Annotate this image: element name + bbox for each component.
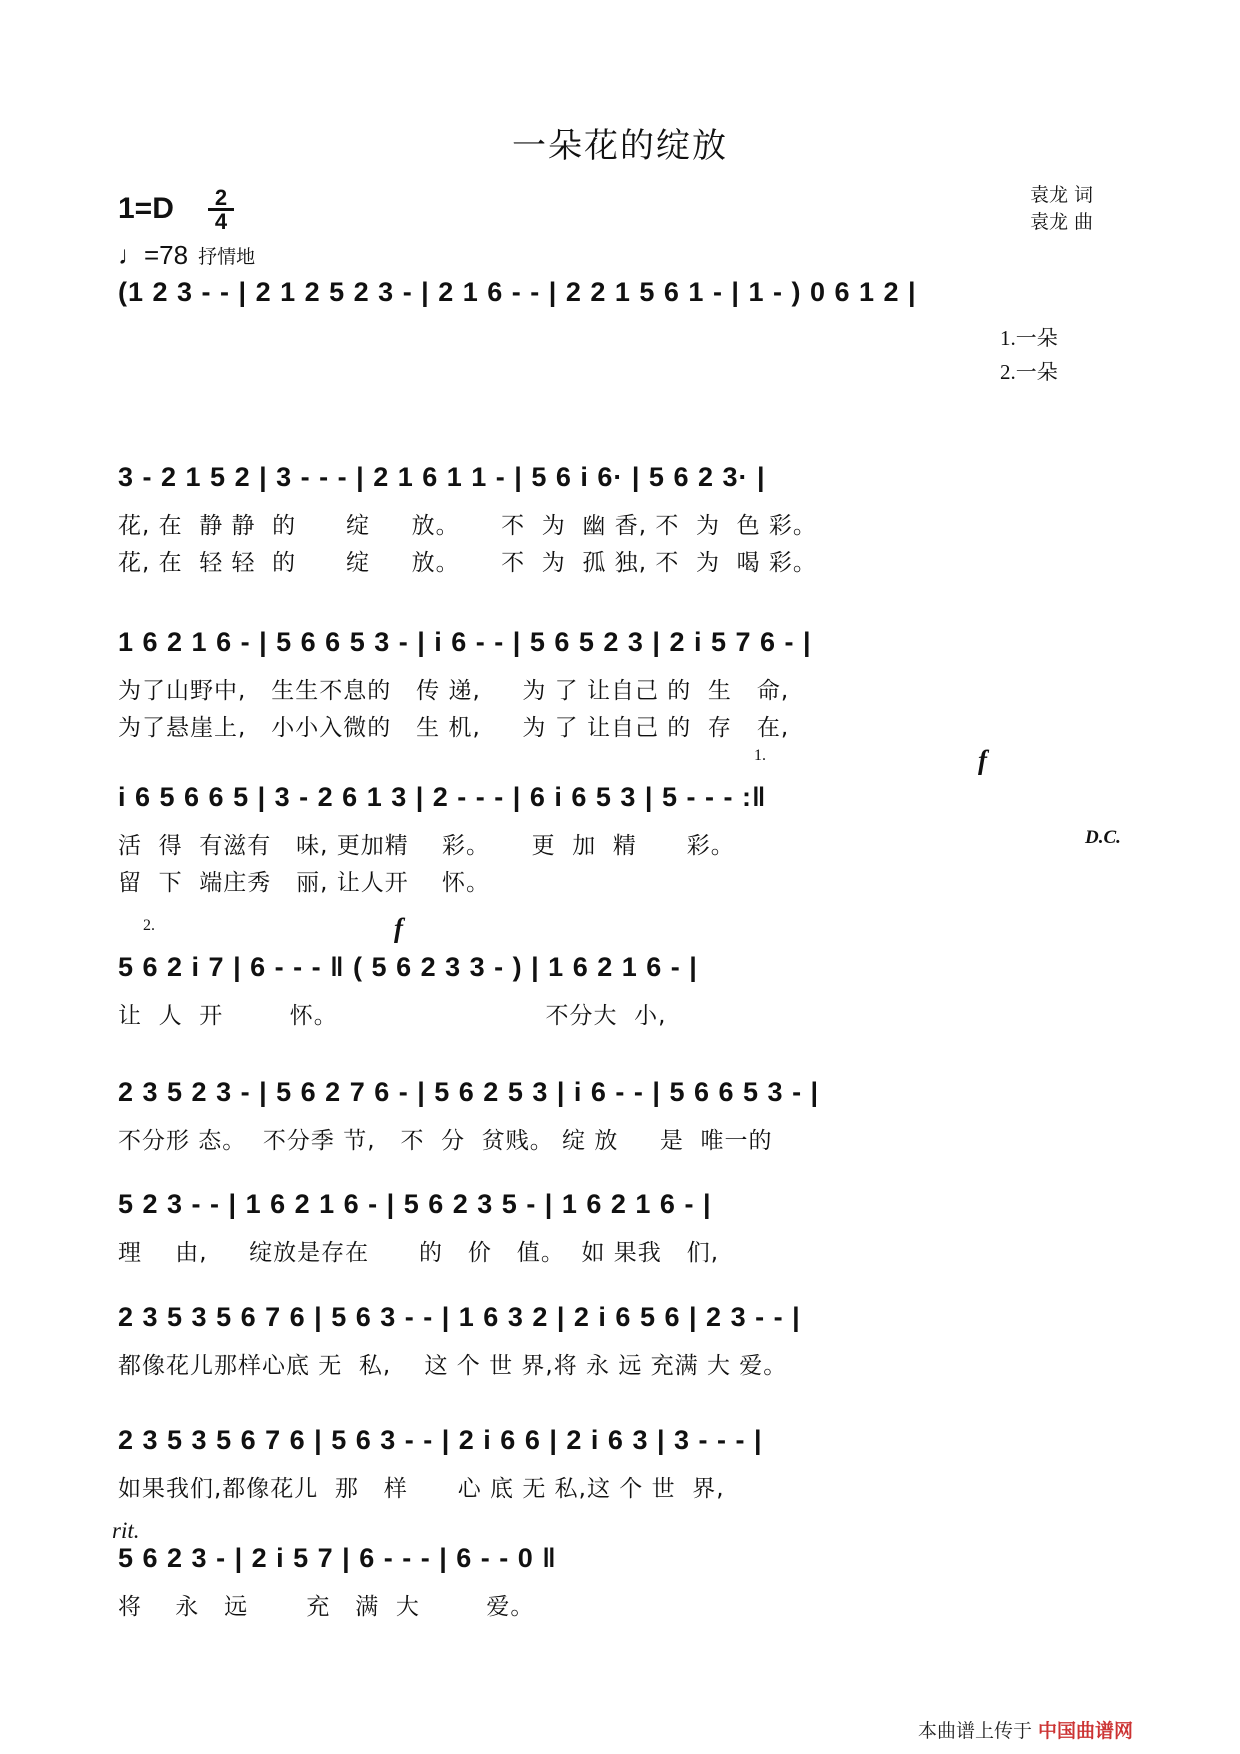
credits: [1030, 182, 1093, 236]
page-title: 一朵花的绽放: [512, 126, 728, 166]
expression-text: 抒情地: [198, 246, 256, 268]
notation-row: 1 6 2 1 6 - | 5 6 6 5 3 - | i 6 - - | 5 6 5 2 3 | 2 i 5 7 6 - |: [118, 627, 812, 657]
staff-line-5: [0, 913, 1240, 1055]
tempo-value: =78: [144, 240, 189, 270]
lyric-verse-1: 为了山野中, 生生不息的 传 递, 为 了 让自己 的 生 命,: [118, 678, 790, 704]
notation-row: 2 3 5 3 5 6 7 6 | 5 6 3 - - | 2 i 6 6 | 2 i 6 3 | 3 - - - |: [118, 1425, 763, 1455]
staff-line-10: [0, 1518, 1240, 1646]
rit-mark: rit.: [112, 1518, 140, 1543]
volta-2: 2.: [143, 917, 155, 934]
footer-brand: 中国曲谱网: [1038, 1720, 1134, 1742]
notation-row: 2 3 5 2 3 - | 5 6 2 7 6 - | 5 6 2 5 3 | i 6 - - | 5 6 6 5 3 - |: [118, 1077, 820, 1107]
notation-row: 5 6 2 3 - | 2 i 5 7 | 6 - - - | 6 - - 0 ‖: [118, 1543, 557, 1573]
staff-line-8: [0, 1295, 1240, 1405]
lyric-verse-1: 如果我们,都像花儿 那 样 心 底 无 私,这 个 世 界,: [118, 1476, 725, 1502]
lyric-verse-1: 活 得 有滋有 味, 更加精 彩。 更 加 精 彩。: [118, 833, 735, 859]
lyric-verse-1: 不分形 态。 不分季 节, 不 分 贫贱。 绽 放 是 唯一的: [118, 1128, 773, 1154]
staff-line-9: [0, 1418, 1240, 1528]
footer-text: 本曲谱上传于: [918, 1720, 1033, 1742]
time-signature: [208, 185, 234, 234]
lyric-verse-1: 让 人 开 怀。 不分大 小,: [118, 1003, 667, 1029]
tempo-marking: [118, 240, 255, 271]
lyric-verse-2: 为了悬崖上, 小小入微的 生 机, 为 了 让自己 的 存 在,: [118, 715, 790, 741]
notation-row: 5 2 3 - - | 1 6 2 1 6 - | 5 6 2 3 5 - | 1 6 2 1 6 - |: [118, 1189, 712, 1219]
notation-row: 2 3 5 3 5 6 7 6 | 5 6 3 - - | 1 6 3 2 | 2 i 6 5 6 | 2 3 - - |: [118, 1302, 801, 1332]
staff-line-2: [0, 455, 1240, 576]
dc-mark: D.C.: [1085, 827, 1121, 848]
staff-line-3: [0, 620, 1240, 741]
notation-row: i 6 5 6 6 5 | 3 - 2 6 1 3 | 2 - - - | 6 i 6 5 3 | 5 - - - :‖: [118, 782, 767, 812]
staff-line-1: [0, 270, 1240, 384]
lyric-verse-2: 花, 在 轻 轻 的 绽 放。 不 为 孤 独, 不 为 喝 彩。: [118, 550, 817, 576]
notation-row: 5 6 2 i 7 | 6 - - - ‖ ( 5 6 2 3 3 - ) | 1 6 2 1 6 - |: [118, 952, 698, 982]
notation-row: 3 - 2 1 5 2 | 3 - - - | 2 1 6 1 1 - | 5 6 i 6· | 5 6 2 3· |: [118, 462, 766, 492]
verse-mark-1: 1.一朵: [1000, 326, 1058, 350]
dynamic-forte: f: [394, 913, 403, 943]
volta-1: 1.: [754, 747, 766, 764]
lyric-verse-1: 都像花儿那样心底 无 私, 这 个 世 界,将 永 远 充满 大 爱。: [118, 1353, 788, 1379]
staff-line-7: [0, 1182, 1240, 1292]
lyric-verse-1: 花, 在 静 静 的 绽 放。 不 为 幽 香, 不 为 色 彩。: [118, 513, 817, 539]
staff-line-4: [0, 745, 1240, 896]
lyric-verse-1: 理 由, 绽放是存在 的 价 值。 如 果我 们,: [118, 1240, 720, 1266]
notation-row: (1 2 3 - - | 2 1 2 5 2 3 - | 2 1 6 - - | 2 2 1 5 6 1 - | 1 - ) 0 6 1 2 |: [118, 277, 917, 307]
lyric-verse-2: 留 下 端庄秀 丽, 让人开 怀。: [118, 870, 491, 896]
key-signature: 1=D: [118, 192, 174, 225]
staff-line-6: [0, 1070, 1240, 1180]
lyric-verse-1: 将 永 远 充 满 大 爱。: [118, 1594, 535, 1620]
meter-top: 2: [214, 185, 228, 210]
footer: [918, 1716, 1133, 1743]
quarter-note-icon: ♩: [118, 240, 144, 270]
verse-mark-2: 2.一朵: [1000, 360, 1058, 384]
composer: 袁龙 曲: [1030, 211, 1094, 233]
dynamic-forte: f: [978, 745, 987, 775]
meter-bottom: 4: [214, 209, 228, 234]
lyricist: 袁龙 词: [1030, 184, 1094, 206]
